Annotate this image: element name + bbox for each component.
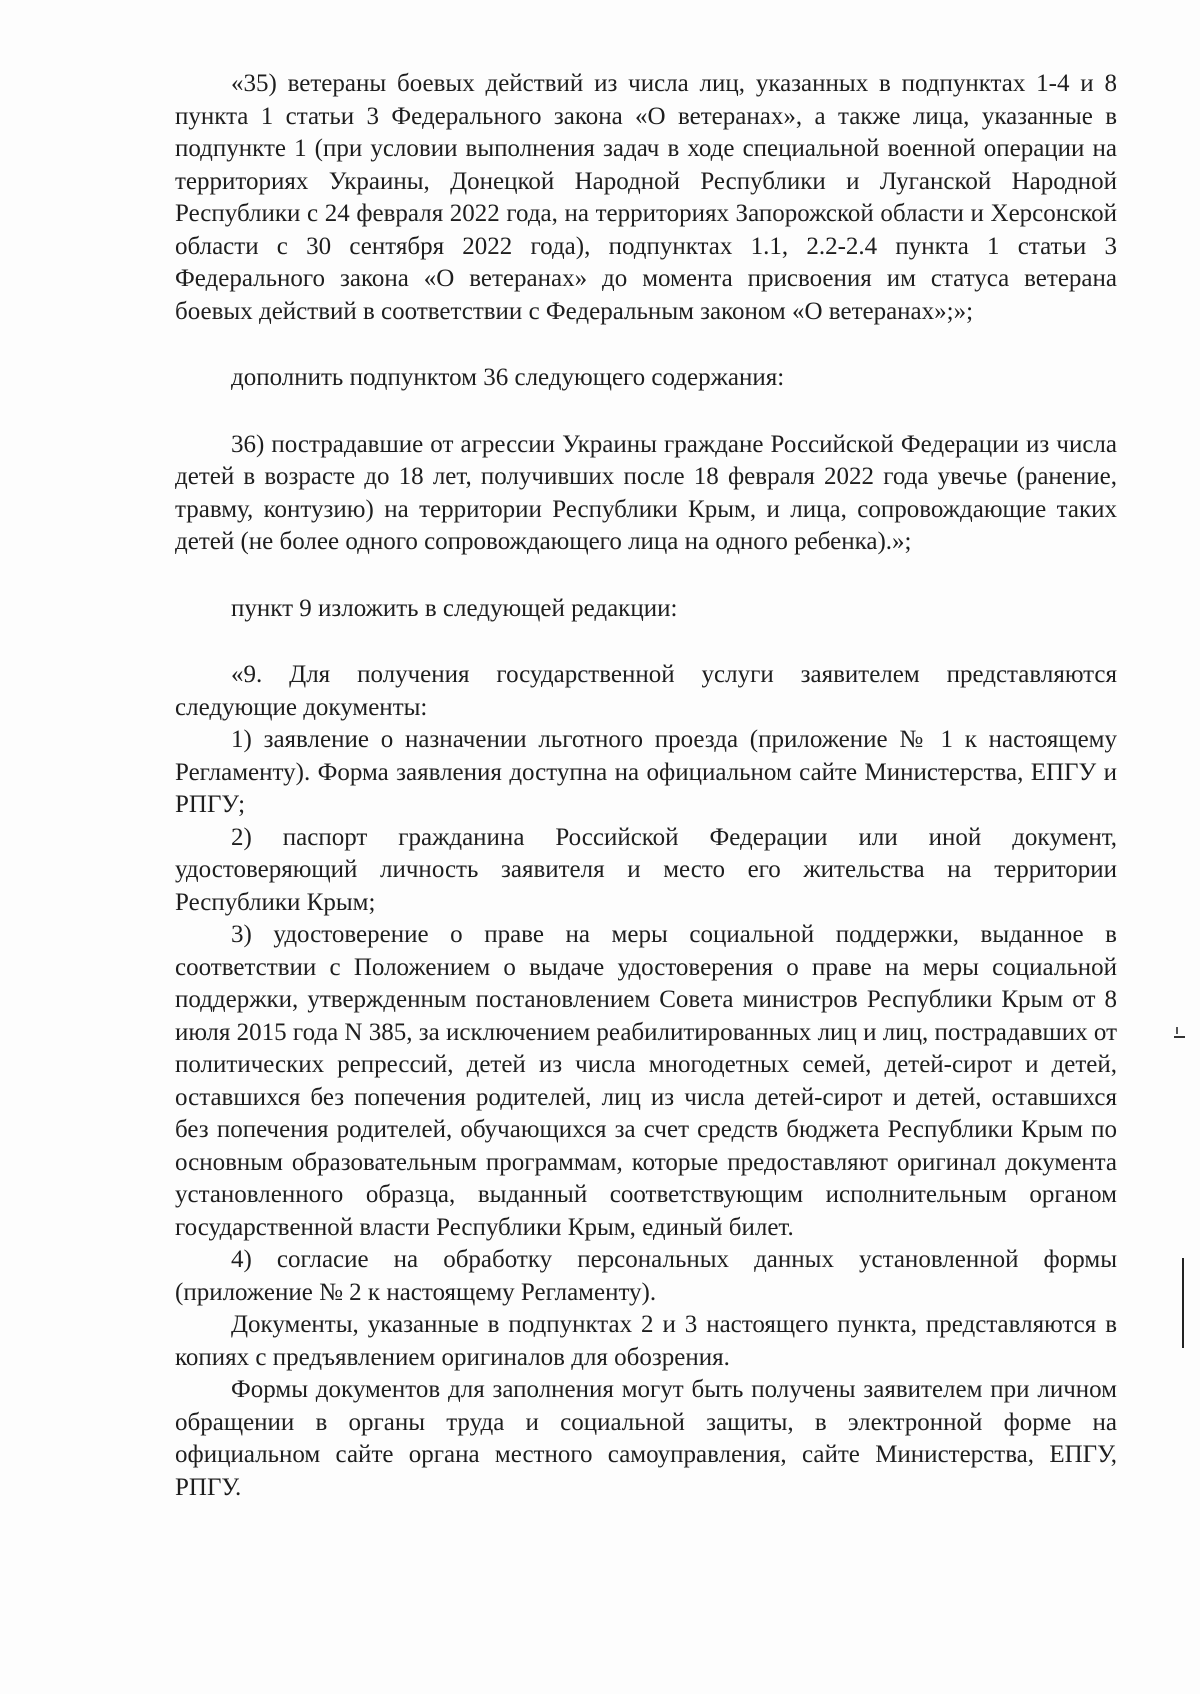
paragraph-copies: Документы, указанные в подпунктах 2 и 3 настоящего пункта, представляются в копиях с предъявлением оригиналов для обозрения. bbox=[175, 1311, 1117, 1371]
paragraph-36: 36) пострадавшие от агрессии Украины граждане Российской Федерации из числа детей в возрасте до 18 лет, получивших после 18 февраля 2022 года увечье (ранение, травму, контузию) на территории Республики Крым, и лица, сопровождающие таких детей (не более одного сопровождающего лица на одного ребенка).»; bbox=[175, 430, 1117, 555]
paragraph-9-intro: пункт 9 изложить в следующей редакции: bbox=[231, 594, 678, 622]
paragraph-add-36-intro: дополнить подпунктом 36 следующего содержания: bbox=[231, 364, 785, 391]
scan-mark-tick bbox=[1176, 1027, 1178, 1034]
paragraph-forms: Формы документов для заполнения могут быть получены заявителем при личном обращении в органы труда и социальной защиты, в электронной форме на официальном сайте органа местного самоуправления, сайте Министерства, ЕПГУ, РПГУ. bbox=[175, 1376, 1117, 1501]
scan-mark-dash bbox=[1174, 1036, 1185, 1038]
list-item-1: 1) заявление о назначении льготного проезда (приложение № 1 к настоящему Регламенту). Форма заявления доступна на официальном сайте Министерства, ЕПГУ и РПГУ; bbox=[175, 726, 1117, 818]
margin-bar bbox=[1182, 1258, 1184, 1348]
list-item-3: 3) удостоверение о праве на меры социальной поддержки, выданное в соответствии с Положением о выдаче удостоверения о праве на меры социальной поддержки, утвержденным постановлением Совета министров Республики Крым от 8 июля 2015 года N 385, за исключением реабилитированных лиц и лиц, пострадавших от политических репрессий, детей из числа многодетных семей, детей-сирот и детей, оставшихся без попечения родителей, лиц из числа детей-сирот и детей, оставшихся без попечения родителей, обучающихся за счет средств бюджета Республики Крым по основным образовательным программам, которые предоставляют оригинал документа установленного образца, выданный соответствующим исполнительным органом государственной власти Республики Крым, единый билет. bbox=[175, 921, 1117, 1241]
paragraph-9-lead: «9. Для получения государственной услуги заявителем представляются следующие документы: bbox=[175, 661, 1117, 721]
list-item-2: 2) паспорт гражданина Российской Федерации или иной документ, удостоверяющий личность заявителя и место его жительства на территории Республики Крым; bbox=[175, 823, 1117, 916]
paragraph-35: «35) ветераны боевых действий из числа лиц, указанных в подпунктах 1-4 и 8 пункта 1 статьи 3 Федерального закона «О ветеранах», а также лица, указанные в подпункте 1 (при условии выполнения задач в ходе специальной военной операции на территориях Украины, Донецкой Народной Республики и Луганской Народной Республики с 24 февраля 2022 года, на территориях Запорожской области и Херсонской области с 30 сентября 2022 года), подпунктах 1.1, 2.2-2.4 пункта 1 статьи 3 Федерального закона «О ветеранах» до момента присвоения им статуса ветерана боевых действий в соответствии с Федеральным законом «О ветеранах»;»; bbox=[175, 70, 1117, 325]
document-body bbox=[175, 68, 1117, 1504]
list-item-4: 4) согласие на обработку персональных данных установленной формы (приложение № 2 к настоящему Регламенту). bbox=[175, 1246, 1117, 1306]
